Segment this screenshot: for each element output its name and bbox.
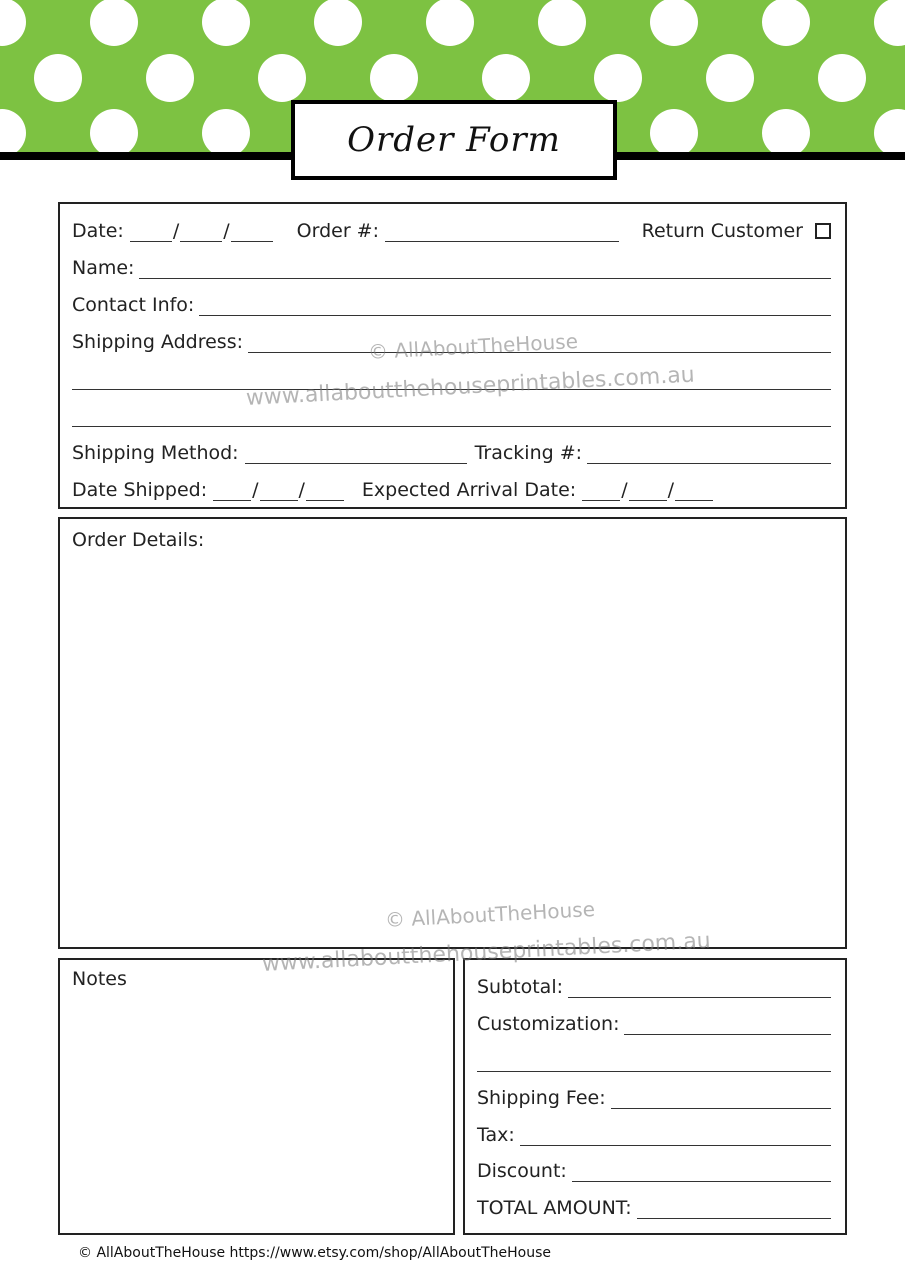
watermark-copyright-1: © AllAboutTheHouse [367,329,579,364]
polka-dot [146,54,194,102]
date-shipped-month-field[interactable] [213,484,251,501]
polka-dot [0,109,26,153]
customization-field-2[interactable] [477,1055,831,1072]
polka-dot [258,54,306,102]
totals-box [463,958,847,1235]
watermark-url-2: www.allaboutthehouseprintables.com.au [261,928,712,977]
date-shipped-row: Date Shipped: / / Expected Arrival Date: / / [72,479,831,501]
date-shipped-year-field[interactable] [306,484,344,501]
date-row: Date: / / Order #: Return Customer [72,220,831,242]
watermark-copyright-2: © AllAboutTheHouse [384,897,596,932]
customization-row [477,1013,831,1035]
order-number-field[interactable] [385,225,619,242]
polka-dot [202,109,250,153]
date-shipped-day-field[interactable] [260,484,298,501]
notes-box[interactable] [58,958,455,1235]
date-shipped-label: Date Shipped: [72,479,208,501]
tracking-field[interactable] [587,447,831,464]
name-label: Name: [72,257,135,279]
arrival-day-field[interactable] [629,484,667,501]
polka-dot [706,54,754,102]
polka-dot [482,54,530,102]
polka-dot [314,0,362,46]
tax-label: Tax: [477,1124,515,1146]
shipping-fee-label: Shipping Fee: [477,1087,606,1109]
subtotal-field[interactable] [568,981,831,998]
arrival-year-field[interactable] [675,484,713,501]
date-day-field[interactable] [180,225,222,242]
polka-dot [594,54,642,102]
polka-dot [762,109,810,153]
discount-row [477,1160,831,1182]
page-title: Order Form [347,120,561,160]
shipping-address-field-3[interactable] [72,410,831,427]
return-customer-label: Return Customer [641,220,803,242]
expected-arrival-label: Expected Arrival Date: [361,479,577,501]
shipping-address-line-3 [72,405,831,427]
total-field[interactable] [637,1202,831,1219]
contact-field[interactable] [199,299,831,316]
polka-dot [818,54,866,102]
shipping-fee-field[interactable] [611,1092,831,1109]
order-number-label: Order #: [296,220,379,242]
polka-dot [650,109,698,153]
shipping-fee-row [477,1087,831,1109]
tax-row [477,1124,831,1146]
watermark-url-1: www.allaboutthehouseprintables.com.au [245,362,696,411]
shipping-method-field[interactable] [245,447,467,464]
return-customer-checkbox[interactable] [815,223,831,239]
contact-label: Contact Info: [72,294,195,316]
customization-label: Customization: [477,1013,620,1035]
footer-credit: © AllAboutTheHouse https://www.etsy.com/shop/AllAboutTheHouse [78,1245,552,1261]
polka-dot [90,109,138,153]
total-label: TOTAL AMOUNT: [477,1197,632,1219]
contact-row [72,294,831,316]
date-year-field[interactable] [231,225,273,242]
title-box [291,100,617,180]
polka-dot [762,0,810,46]
date-month-field[interactable] [130,225,172,242]
polka-dot [34,54,82,102]
shipping-method-label: Shipping Method: [72,442,239,464]
polka-dot [426,0,474,46]
polka-dot [370,54,418,102]
discount-field[interactable] [572,1165,831,1182]
subtotal-row [477,976,831,998]
order-details-label: Order Details: [72,529,205,551]
tax-field[interactable] [520,1129,831,1146]
date-label: Date: [72,220,124,242]
total-row [477,1197,831,1219]
polka-dot [90,0,138,46]
name-field[interactable] [139,262,831,279]
polka-dot [650,0,698,46]
polka-dot [0,0,26,46]
order-details-box[interactable] [58,517,847,949]
polka-dot [202,0,250,46]
polka-dot [874,0,905,46]
shipping-method-row [72,442,831,464]
polka-dot [874,109,905,153]
polka-dot [538,0,586,46]
customization-line-2 [477,1050,831,1072]
notes-label: Notes [72,968,127,990]
tracking-label: Tracking #: [474,442,583,464]
name-row [72,257,831,279]
arrival-month-field[interactable] [582,484,620,501]
discount-label: Discount: [477,1160,567,1182]
customization-field[interactable] [624,1018,831,1035]
shipping-address-label: Shipping Address: [72,331,243,353]
subtotal-label: Subtotal: [477,976,564,998]
